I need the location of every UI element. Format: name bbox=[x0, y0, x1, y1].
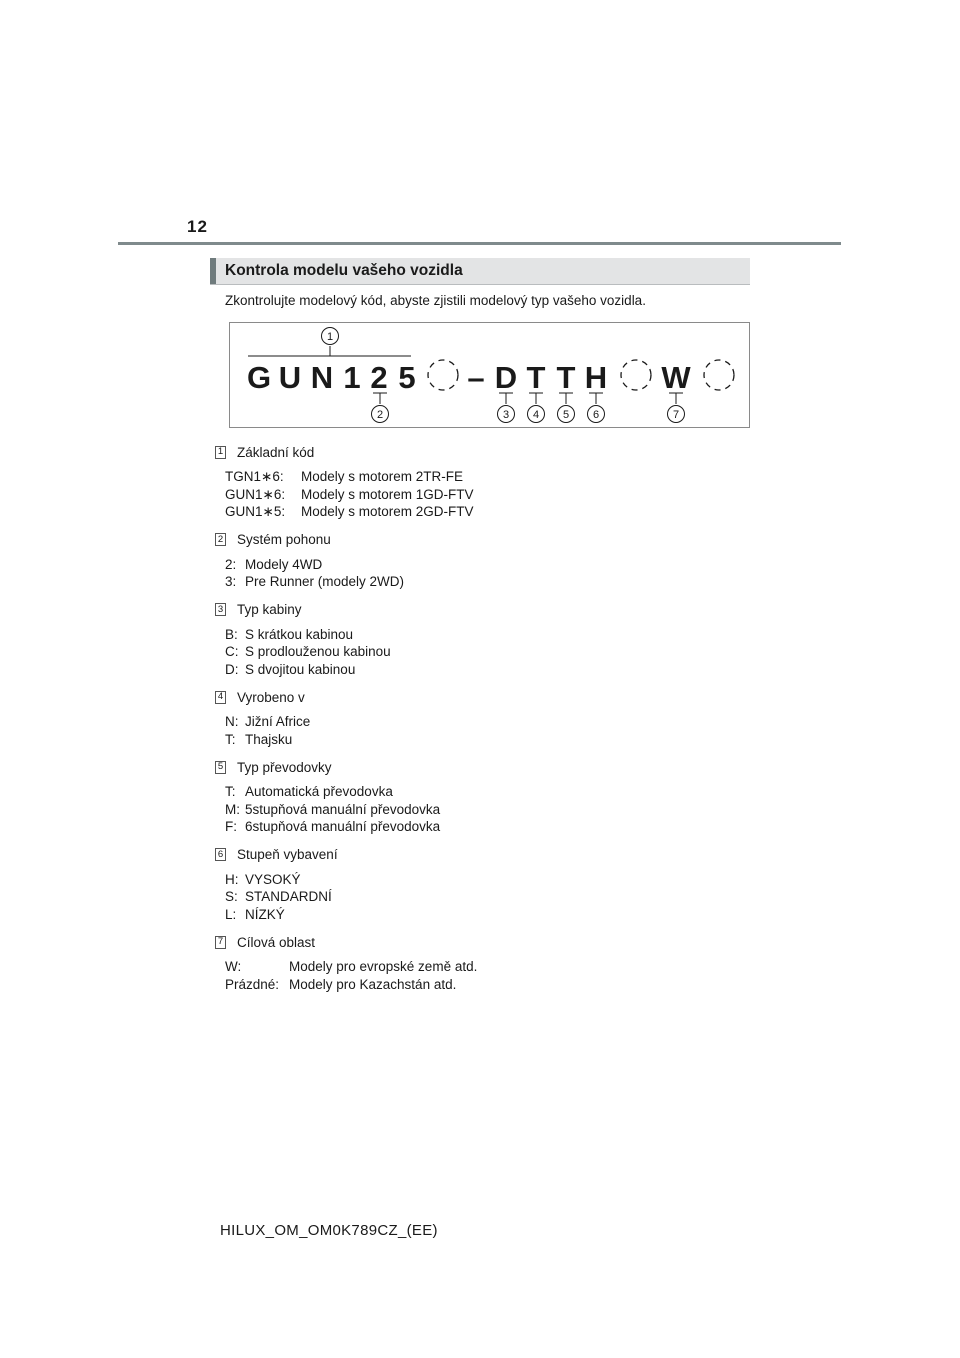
code-char: U bbox=[278, 360, 302, 395]
legend-item-title: Stupeň vybavení bbox=[237, 847, 338, 862]
entry-value: VYSOKÝ bbox=[245, 871, 301, 887]
document-footer-code: HILUX_OM_OM0K789CZ_(EE) bbox=[220, 1222, 438, 1239]
entry-key: S: bbox=[225, 889, 238, 904]
entry-key: W: bbox=[225, 959, 242, 974]
entry-key: TGN1∗6: bbox=[225, 469, 284, 484]
legend-item-heading bbox=[210, 601, 770, 619]
entry-value: Modely s motorem 1GD-FTV bbox=[301, 486, 474, 502]
entry-key: H: bbox=[225, 871, 239, 887]
entry-value: S prodlouženou kabinou bbox=[245, 644, 391, 659]
section-header bbox=[210, 258, 750, 285]
legend-item-title: Cílová oblast bbox=[237, 934, 316, 950]
blank-slot-circle bbox=[428, 360, 458, 390]
legend-entry bbox=[225, 818, 770, 836]
section-title: Kontrola modelu vašeho vozidla bbox=[225, 262, 463, 279]
intro-text: Zkontrolujte modelový kód, abyste zjistili modelový typ vašeho vozidla. bbox=[225, 293, 646, 308]
code-char: 5 bbox=[398, 360, 416, 395]
legend-item bbox=[210, 601, 770, 679]
entry-key: B: bbox=[225, 626, 238, 642]
legend-entry bbox=[225, 661, 770, 679]
legend-item-heading bbox=[210, 933, 770, 951]
legend-item bbox=[210, 688, 770, 748]
callout-2-label: 2 bbox=[376, 409, 384, 421]
code-char: 1 bbox=[343, 360, 361, 395]
legend-entry bbox=[225, 976, 770, 994]
entry-key: L: bbox=[225, 906, 237, 922]
entry-value: 5stupňová manuální převodovka bbox=[245, 801, 441, 817]
legend-entry bbox=[225, 888, 770, 906]
legend-entries bbox=[210, 958, 770, 993]
entry-key: M: bbox=[225, 801, 240, 817]
legend-entry bbox=[225, 801, 770, 819]
callout-5-label: 5 bbox=[562, 409, 570, 421]
legend-entry bbox=[225, 468, 770, 486]
legend-entry bbox=[225, 626, 770, 644]
legend-number-badge: 7 bbox=[215, 936, 226, 949]
entry-value: STANDARDNÍ bbox=[245, 889, 332, 904]
entry-value: S krátkou kabinou bbox=[245, 626, 354, 642]
blank-slot-circle bbox=[621, 360, 651, 390]
model-code-diagram bbox=[229, 322, 750, 428]
legend-entries bbox=[210, 468, 770, 521]
legend-number-badge: 1 bbox=[215, 446, 226, 459]
legend-item-title: Typ převodovky bbox=[237, 759, 332, 775]
entry-value: Automatická převodovka bbox=[245, 784, 393, 799]
callout-7-label: 7 bbox=[672, 409, 680, 421]
legend-number-badge: 3 bbox=[215, 603, 226, 616]
code-char: N bbox=[310, 360, 334, 395]
entry-key: GUN1∗5: bbox=[225, 504, 286, 519]
legend-item-heading bbox=[210, 443, 770, 461]
entry-key: N: bbox=[225, 714, 239, 729]
legend-entry bbox=[225, 643, 770, 661]
legend-item-heading bbox=[210, 531, 770, 549]
legend-entry bbox=[225, 958, 770, 976]
legend-number-badge: 5 bbox=[215, 761, 226, 774]
legend-entries bbox=[210, 713, 770, 748]
legend-item-heading bbox=[210, 688, 770, 706]
entry-key: D: bbox=[225, 661, 239, 677]
entry-value: Modely s motorem 2TR-FE bbox=[301, 469, 464, 484]
callout-6-label: 6 bbox=[592, 409, 600, 421]
legend-item bbox=[210, 443, 770, 521]
legend-item bbox=[210, 758, 770, 836]
legend-item-title: Systém pohonu bbox=[237, 532, 331, 547]
legend-item bbox=[210, 531, 770, 591]
legend-item-title: Základní kód bbox=[237, 444, 315, 460]
entry-key: 3: bbox=[225, 574, 237, 589]
legend-number-badge: 2 bbox=[215, 533, 226, 546]
entry-value: Modely 4WD bbox=[245, 556, 323, 572]
code-char: G bbox=[246, 360, 272, 395]
legend-item-heading bbox=[210, 758, 770, 776]
entry-key: T: bbox=[225, 731, 236, 747]
legend-entry bbox=[225, 503, 770, 521]
legend-entry bbox=[225, 556, 770, 574]
section-accent bbox=[210, 258, 216, 284]
callout-3-label: 3 bbox=[502, 409, 510, 421]
entry-value: Modely pro evropské země atd. bbox=[289, 959, 478, 974]
entry-value: 6stupňová manuální převodovka bbox=[245, 819, 441, 834]
entry-value: Pre Runner (modely 2WD) bbox=[245, 574, 405, 589]
entry-key: T: bbox=[225, 784, 236, 799]
legend-item-title: Typ kabiny bbox=[237, 602, 302, 617]
legend-item-heading bbox=[210, 846, 770, 864]
blank-slot-circle bbox=[704, 360, 734, 390]
entry-key: Prázdné: bbox=[225, 976, 280, 992]
legend-entries bbox=[210, 626, 770, 679]
legend-entry bbox=[225, 486, 770, 504]
legend-entry bbox=[225, 731, 770, 749]
entry-value: NÍZKÝ bbox=[245, 906, 285, 922]
legend-entry bbox=[225, 713, 770, 731]
callout-1-label: 1 bbox=[326, 331, 334, 343]
legend-entry bbox=[225, 783, 770, 801]
entry-value: Modely pro Kazachstán atd. bbox=[289, 976, 457, 992]
entry-value: Modely s motorem 2GD-FTV bbox=[301, 504, 474, 519]
legend-entries bbox=[210, 556, 770, 591]
callout-4-label: 4 bbox=[532, 409, 540, 421]
legend-entry bbox=[225, 871, 770, 889]
entry-key: GUN1∗6: bbox=[225, 486, 286, 502]
legend-entries bbox=[210, 783, 770, 836]
code-char: D bbox=[494, 360, 518, 395]
entry-value: S dvojitou kabinou bbox=[245, 661, 356, 677]
code-char: – bbox=[467, 360, 485, 395]
entry-value: Thajsku bbox=[245, 731, 293, 747]
legend-entry bbox=[225, 906, 770, 924]
entry-value: Jižní Africe bbox=[245, 714, 311, 729]
entry-key: C: bbox=[225, 644, 239, 659]
header-rule bbox=[118, 242, 841, 245]
legend-entries bbox=[210, 871, 770, 924]
code-char: 2 bbox=[370, 360, 388, 395]
legend-entry bbox=[225, 573, 770, 591]
legend-item bbox=[210, 846, 770, 924]
entry-key: F: bbox=[225, 819, 237, 834]
model-code-diagram-svg bbox=[230, 323, 749, 427]
entry-key: 2: bbox=[225, 556, 237, 572]
code-legend bbox=[210, 443, 770, 1003]
page-number: 12 bbox=[187, 217, 208, 236]
code-char: H bbox=[584, 360, 608, 395]
code-char: W bbox=[661, 360, 691, 395]
legend-number-badge: 6 bbox=[215, 848, 226, 861]
legend-item-title: Vyrobeno v bbox=[237, 689, 305, 705]
code-char: T bbox=[556, 360, 576, 395]
legend-item bbox=[210, 933, 770, 993]
code-char: T bbox=[526, 360, 546, 395]
legend-number-badge: 4 bbox=[215, 691, 226, 704]
